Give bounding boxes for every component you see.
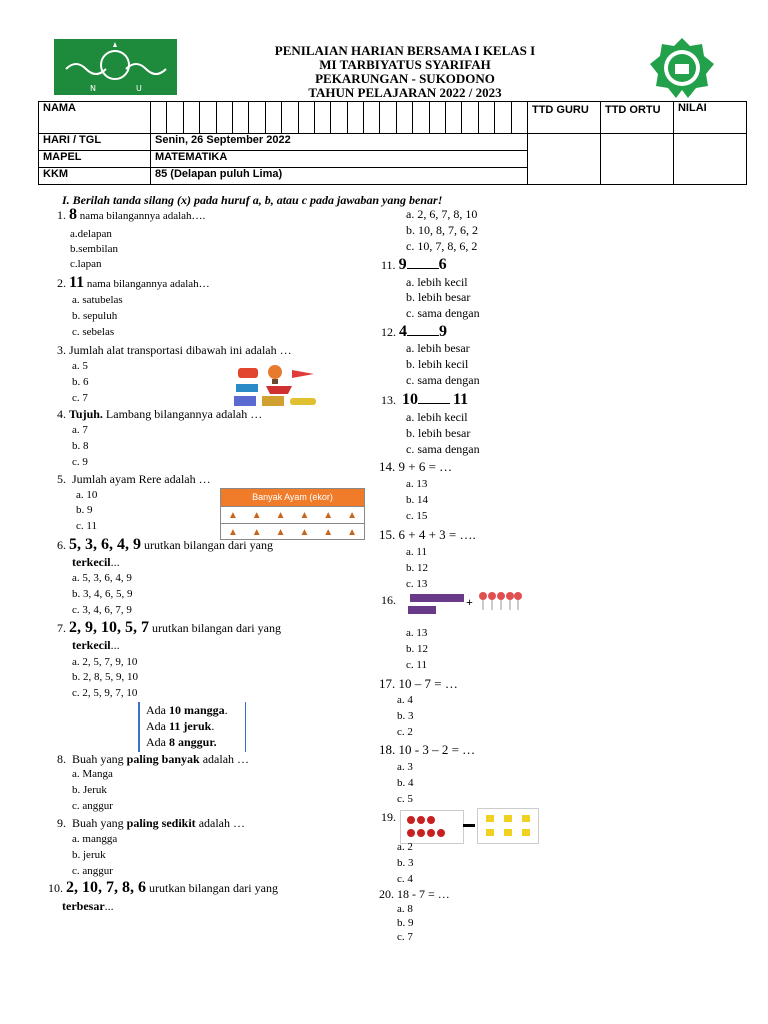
svg-text:U: U — [136, 84, 142, 93]
option[interactable]: b. jeruk — [72, 849, 106, 861]
option[interactable]: c. 7 — [72, 392, 88, 404]
chicken-icon: ▲ — [227, 509, 238, 521]
option[interactable]: c. 15 — [406, 510, 428, 522]
option[interactable]: b.sembilan — [70, 243, 118, 255]
kkm-label: KKM — [39, 168, 151, 185]
option[interactable]: a. 4 — [397, 694, 413, 706]
question-17: 17. 10 – 7 = … — [379, 676, 458, 691]
option[interactable]: a. 5 — [72, 360, 88, 372]
chicken-icon: ▲ — [227, 526, 238, 538]
option[interactable]: c. anggur — [72, 800, 113, 812]
question-6-line2: terkecil... — [72, 555, 120, 569]
option[interactable]: b. 9 — [76, 504, 93, 516]
ttd-guru-box[interactable] — [527, 134, 600, 185]
option[interactable]: a. lebih besar — [406, 341, 470, 355]
option[interactable]: a. mangga — [72, 833, 118, 845]
option[interactable]: b. 14 — [406, 494, 428, 506]
header-line-4: TAHUN PELAJARAN 2022 / 2023 — [308, 85, 502, 100]
info-table — [38, 101, 747, 185]
option[interactable]: c. 9 — [72, 456, 88, 468]
option[interactable]: c. 2 — [397, 726, 413, 738]
option[interactable]: a. Manga — [72, 768, 113, 780]
chicken-icon: ▲ — [323, 526, 334, 538]
option[interactable]: a. 2 — [397, 841, 413, 853]
option[interactable]: c. 13 — [406, 578, 428, 590]
option[interactable]: a. 5, 3, 6, 4, 9 — [72, 572, 132, 584]
nilai-box[interactable] — [673, 134, 746, 185]
header-line-2: MI TARBIYATUS SYARIFAH — [319, 57, 491, 72]
chicken-icon: ▲ — [275, 526, 286, 538]
chicken-icon: ▲ — [299, 526, 310, 538]
option[interactable]: c. 2, 5, 9, 7, 10 — [72, 687, 138, 699]
option[interactable]: b. 4 — [397, 777, 414, 789]
option[interactable]: c. anggur — [72, 865, 113, 877]
option[interactable]: b. 10, 8, 7, 6, 2 — [406, 223, 478, 237]
chicken-icon: ▲ — [323, 509, 334, 521]
option[interactable]: a. 10 — [76, 489, 98, 501]
option[interactable]: b. 12 — [406, 562, 428, 574]
chicken-icon: ▲ — [275, 509, 286, 521]
option[interactable]: b. 9 — [397, 917, 414, 929]
question-10-line2: terbesar... — [62, 899, 114, 913]
question-20: 20. 18 - 7 = … — [379, 887, 450, 901]
nama-label: NAMA — [39, 102, 151, 134]
question-8: 8. Buah yang paling banyak adalah … — [57, 752, 250, 766]
option[interactable]: c. 5 — [397, 793, 413, 805]
option[interactable]: a. 3 — [397, 761, 413, 773]
option[interactable]: b. lebih kecil — [406, 357, 469, 371]
option[interactable]: b. lebih besar — [406, 426, 471, 440]
option[interactable]: c. 11 — [406, 659, 427, 671]
option[interactable]: b. 12 — [406, 643, 428, 655]
ayam-row — [221, 506, 364, 523]
option[interactable]: a. satubelas — [72, 294, 123, 306]
option[interactable]: b. 6 — [72, 376, 89, 388]
option[interactable]: b. 3 — [397, 710, 414, 722]
question-10: 10. 2, 10, 7, 8, 6 urutkan bilangan dari yang — [48, 879, 278, 896]
chicken-icon: ▲ — [347, 526, 357, 538]
option[interactable]: a.delapan — [70, 228, 112, 240]
chicken-icon: ▲ — [251, 526, 262, 538]
ttd-ortu-box[interactable] — [600, 134, 673, 185]
question-6: 6. 5, 3, 6, 4, 9 urutkan bilangan dari yang — [57, 536, 273, 553]
option[interactable]: a. lebih kecil — [406, 275, 468, 289]
option[interactable]: b. 3, 4, 6, 5, 9 — [72, 588, 133, 600]
ayam-table-title: Banyak Ayam (ekor) — [221, 489, 364, 506]
option[interactable]: b. 3 — [397, 857, 414, 869]
chicken-icon: ▲ — [299, 509, 310, 521]
fruit-info-box — [138, 702, 246, 752]
nilai-label: NILAI — [673, 102, 746, 134]
svg-text:N: N — [90, 84, 96, 93]
question-19: 19. — [381, 810, 396, 824]
question-5: 5. Jumlah ayam Rere adalah … — [57, 472, 211, 486]
transport-image — [232, 362, 320, 413]
option[interactable]: a. 11 — [406, 546, 427, 558]
question-15: 15. 6 + 4 + 3 = …. — [379, 527, 476, 542]
option[interactable]: b. Jeruk — [72, 784, 107, 796]
question-11: 11. 9 6 — [381, 256, 447, 273]
fruit-line-anggur: Ada 8 anggur. — [146, 735, 217, 749]
option[interactable]: c. sebelas — [72, 326, 115, 338]
header-line-1: PENILAIAN HARIAN BERSAMA I KELAS I — [274, 43, 536, 58]
mapel-value: MATEMATIKA — [151, 151, 528, 168]
instruction: I. Berilah tanda silang (x) pada huruf a, b, atau c pada jawaban yang benar! — [62, 193, 443, 207]
option[interactable]: b. 8 — [72, 440, 89, 452]
question-14: 14. 9 + 6 = … — [379, 459, 453, 474]
hari-label: HARI / TGL — [39, 134, 151, 151]
question-4: 4. Tujuh. Lambang bilangannya adalah … — [57, 407, 263, 421]
option[interactable]: c. 3, 4, 6, 7, 9 — [72, 604, 132, 616]
option[interactable]: a. 13 — [406, 478, 428, 490]
option[interactable]: b. 2, 8, 5, 9, 10 — [72, 671, 138, 683]
hari-value: Senin, 26 September 2022 — [151, 134, 528, 151]
nama-boxes[interactable] — [151, 102, 528, 134]
ayam-table — [220, 488, 365, 540]
option[interactable]: a. 2, 5, 7, 9, 10 — [72, 656, 138, 668]
option[interactable]: c. sama dengan — [406, 442, 480, 456]
option[interactable]: c. 4 — [397, 873, 413, 885]
option[interactable]: c. 7 — [397, 931, 413, 943]
option[interactable]: a. 13 — [406, 627, 428, 639]
question-2: 2. 11 nama bilangannya adalah… — [57, 274, 210, 291]
question-16: 16. — [381, 593, 396, 607]
question-7-line2: terkecil... — [72, 638, 120, 652]
chicken-icon: ▲ — [347, 509, 357, 521]
lollipop-image — [478, 590, 522, 617]
option[interactable]: c. sama dengan — [406, 373, 480, 387]
candy-image — [406, 590, 466, 625]
question-12: 12. 4 9 — [381, 323, 447, 340]
nu-logo — [54, 39, 177, 95]
question-3: 3. Jumlah alat transportasi dibawah ini adalah … — [57, 343, 292, 357]
school-emblem — [648, 36, 716, 100]
plus-sign: + — [466, 595, 473, 609]
kkm-value: 85 (Delapan puluh Lima) — [151, 168, 528, 185]
ttd-ortu-label: TTD ORTU — [600, 102, 673, 134]
option[interactable]: c.lapan — [70, 258, 102, 270]
option[interactable]: c. 10, 7, 8, 6, 2 — [406, 239, 478, 253]
question-7: 7. 2, 9, 10, 5, 7 urutkan bilangan dari yang — [57, 619, 281, 636]
header-line-3: PEKARUNGAN - SUKODONO — [315, 71, 495, 86]
option[interactable]: b. lebih besar — [406, 290, 471, 304]
question-13: 13. 10 11 — [381, 391, 469, 408]
question-1: 1. 8 nama bilangannya adalah…. — [57, 206, 206, 223]
lemons-box — [477, 808, 539, 844]
mapel-label: MAPEL — [39, 151, 151, 168]
question-9: 9. Buah yang paling sedikit adalah … — [57, 816, 245, 830]
option[interactable]: c. sama dengan — [406, 306, 480, 320]
option[interactable]: a. 2, 6, 7, 8, 10 — [406, 207, 478, 221]
option[interactable]: c. 11 — [76, 520, 97, 532]
option[interactable]: a. lebih kecil — [406, 410, 468, 424]
fruit-line-mangga: Ada 10 mangga. — [146, 703, 228, 717]
ttd-guru-label: TTD GURU — [527, 102, 600, 134]
question-18: 18. 10 - 3 – 2 = … — [379, 742, 476, 757]
minus-sign — [463, 824, 475, 827]
fruit-line-jeruk: Ada 11 jeruk. — [146, 719, 215, 733]
chicken-icon: ▲ — [251, 509, 262, 521]
option[interactable]: a. 8 — [397, 903, 413, 915]
option[interactable]: a. 7 — [72, 424, 88, 436]
apples-box — [400, 810, 464, 844]
option[interactable]: b. sepuluh — [72, 310, 118, 322]
